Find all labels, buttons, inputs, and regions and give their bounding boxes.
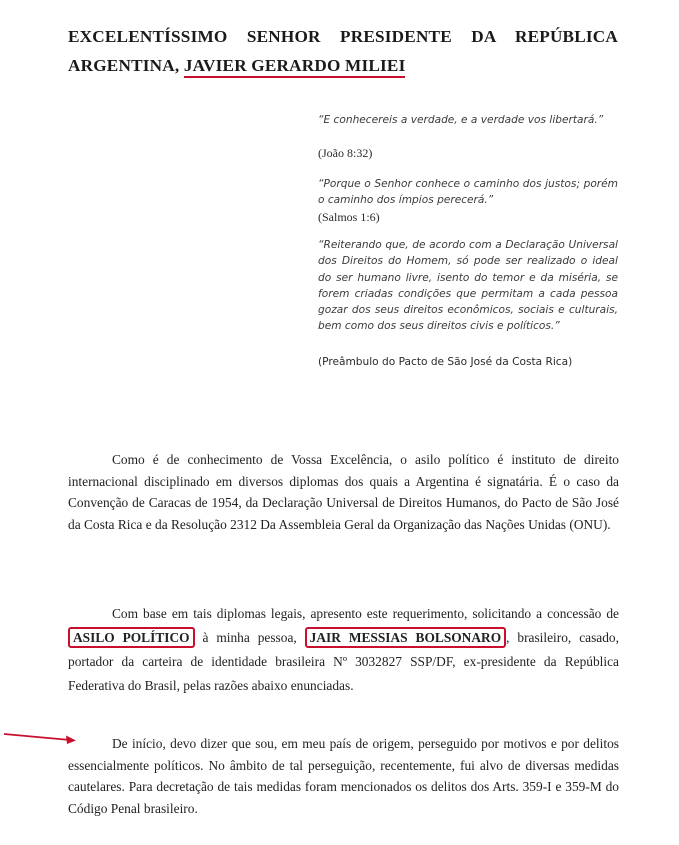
paragraph-2-text-a: Com base em tais diplomas legais, apresento este requerimento, solicitando a concessão de <box>112 606 619 621</box>
paragraph-2-text-b: à minha pessoa, <box>194 630 305 645</box>
paragraph-2 <box>68 602 619 698</box>
paragraph-1-text: Como é de conhecimento de Vossa Excelência, o asilo político é instituto de direito internacional disciplinado em diversos diplomas dos quais a Argentina é signatária. É o caso da Convenção de Caracas de 1954, da Declaração Universal de Direitos Humanos, do Pacto de São José da Costa Rica e da Resolução 2312 Da Assembleia Geral da Organização das Nações Unidas (ONU). <box>68 452 619 532</box>
document-header <box>68 22 618 80</box>
epigraph-cite-3: (Preâmbulo do Pacto de São José da Costa Rica) <box>318 356 573 368</box>
header-line-1: EXCELENTÍSSIMO SENHOR PRESIDENTE DA REPÚBLICA <box>68 27 618 46</box>
epigraph-cite-2: (Salmos 1:6) <box>318 210 380 224</box>
highlight-name-bolsonaro: JAIR MESSIAS BOLSONARO <box>305 627 506 648</box>
header-prefix: ARGENTINA, <box>68 56 184 75</box>
paragraph-2-text-c: , brasileiro, casado, portador da carteira de identidade brasileira Nº 3032827 SSP/DF, ex-presidente da República Federativa do Brasil, pelas razões abaixo enunciadas. <box>68 630 619 693</box>
epigraph-quote-2: “Porque o Senhor conhece o caminho dos justos; porém o caminho dos ímpios perecerá.” <box>318 178 618 207</box>
epigraph-cite-1: (João 8:32) <box>318 146 373 160</box>
epigraph-quote-3: “Reiterando que, de acordo com a Declaração Universal dos Direitos do Homem, só pode ser realizado o ideal do ser humano livre, isento do temor e da miséria, se forem criadas condições que permitam a cada pessoa gozar dos seus direitos econômicos, sociais e culturais, bem como dos seus direitos civis e políticos.” <box>318 239 618 333</box>
paragraph-3-text: De início, devo dizer que sou, em meu país de origem, perseguido por motivos e por delitos essencialmente políticos. No âmbito de tal perseguição, recentemente, fui alvo de diversas medidas cautelares. Para decretação de tais medidas foram mencionados os delitos dos Arts. 359-I e 359-M do Código Penal brasileiro. <box>68 736 619 816</box>
underlined-name: JAVIER GERARDO MILIEI <box>184 56 406 78</box>
paragraph-1 <box>68 449 619 535</box>
paragraph-3 <box>68 733 619 819</box>
highlight-asilo-politico: ASILO POLÍTICO <box>68 627 195 648</box>
header-line-2 <box>68 51 618 80</box>
epigraph-quote-1: “E conhecereis a verdade, e a verdade vos libertará.” <box>318 114 604 126</box>
